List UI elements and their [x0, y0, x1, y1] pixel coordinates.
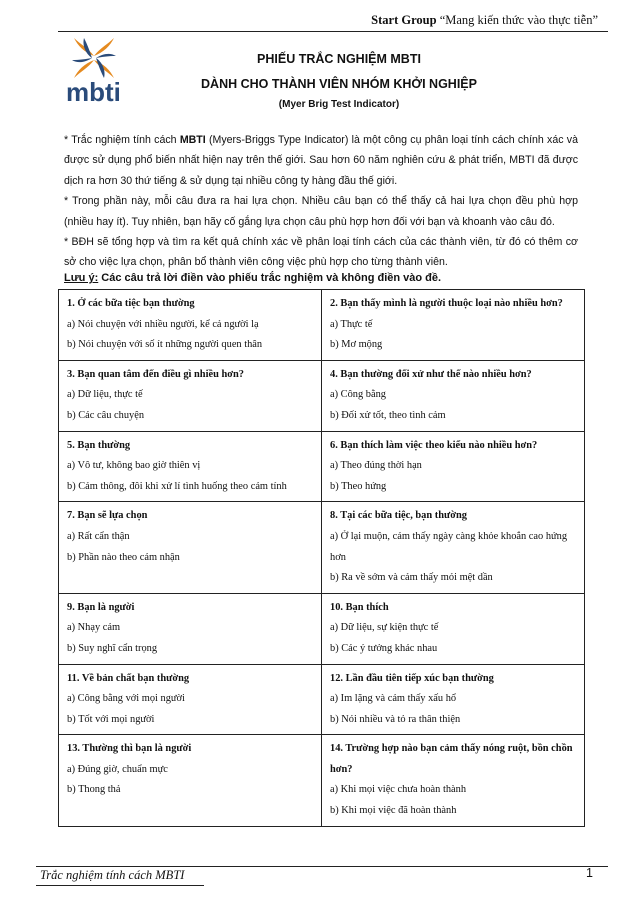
question-text: 12. Lần đầu tiên tiếp xúc bạn thường — [330, 672, 494, 684]
question-text: 6. Bạn thích làm việc theo kiểu nào nhiều hơn? — [330, 439, 538, 451]
option-a[interactable]: a) Dữ liệu, thực tế — [67, 389, 143, 401]
option-b[interactable]: b) Nói chuyện với số ít những người quen thân — [67, 339, 263, 351]
page-number: 1 — [586, 866, 593, 880]
question-cell — [59, 360, 322, 431]
question-cell — [322, 431, 585, 502]
question-cell — [322, 735, 585, 826]
intro-text — [64, 130, 578, 273]
question-row — [59, 290, 585, 361]
option-a[interactable]: a) Nhạy cảm — [67, 622, 121, 634]
option-b[interactable]: b) Thong thả — [67, 784, 121, 796]
note-label: Lưu ý: — [64, 272, 99, 284]
option-b[interactable]: b) Khi mọi việc đã hoàn thành — [330, 805, 457, 817]
question-text: 10. Bạn thích — [330, 601, 389, 613]
footer-underline — [36, 885, 204, 886]
option-b[interactable]: b) Các câu chuyện — [67, 409, 145, 421]
intro-p1-bold: MBTI — [179, 134, 206, 146]
option-b[interactable]: b) Suy nghĩ cẩn trọng — [67, 642, 158, 654]
question-row — [59, 360, 585, 431]
header-brand: Start Group — [371, 13, 437, 27]
question-cell — [59, 502, 322, 593]
doc-subtitle-note: (Myer Brig Test Indicator) — [278, 99, 400, 110]
question-text: 4. Bạn thường đối xử như thế nào nhiều hơn? — [330, 368, 532, 380]
option-a[interactable]: a) Công bằng — [330, 389, 386, 401]
question-row — [59, 502, 585, 593]
question-row — [59, 735, 585, 826]
option-b[interactable]: b) Mơ mộng — [330, 339, 383, 351]
question-row — [59, 664, 585, 735]
option-b[interactable]: b) Phần nào theo cảm nhận — [67, 551, 180, 563]
intro-paragraph-1 — [64, 130, 578, 191]
option-b[interactable]: b) Cảm thông, đôi khi xử lí tình huống theo cảm tính — [67, 480, 287, 492]
question-text: 2. Bạn thấy mình là người thuộc loại nào nhiều hơn? — [330, 298, 563, 309]
question-text: 13. Thường thì bạn là người — [67, 743, 192, 755]
question-text: 7. Bạn sẽ lựa chọn — [67, 510, 148, 522]
question-cell — [59, 290, 322, 361]
question-text: 9. Bạn là người — [67, 601, 135, 613]
header-rule — [58, 31, 608, 32]
question-cell — [59, 735, 322, 826]
option-a[interactable]: a) Thực tế — [330, 318, 373, 330]
option-b[interactable]: b) Tốt với mọi người — [67, 713, 155, 725]
doc-title: PHIẾU TRẮC NGHIỆM MBTI — [257, 52, 421, 66]
question-text: 8. Tại các bữa tiệc, bạn thường — [330, 510, 467, 522]
intro-paragraph-2: * Trong phần này, mỗi câu đưa ra hai lựa chọn. Nhiều câu bạn có thể thấy cả hai lựa chọn đều phù hợp (nhiều hay ít). Tuy nhiên, bạn hãy cố gắng lựa chọn câu phù hợp hơn đối với bạn và khoanh vào câu đó. — [64, 195, 578, 228]
option-a[interactable]: a) Ở lại muộn, cảm thấy ngày càng khỏe khoắn cao hứng hơn — [330, 530, 568, 563]
header-tagline — [371, 13, 598, 28]
question-text: 5. Bạn thường — [67, 439, 131, 451]
option-a[interactable]: a) Im lặng và cảm thấy xấu hổ — [330, 693, 457, 705]
option-a[interactable]: a) Dữ liệu, sự kiện thực tế — [330, 622, 439, 634]
question-cell — [59, 593, 322, 664]
doc-subtitle: DÀNH CHO THÀNH VIÊN NHÓM KHỞI NGHIỆP — [201, 77, 477, 91]
question-row — [59, 593, 585, 664]
option-a[interactable]: a) Khi mọi việc chưa hoàn thành — [330, 784, 467, 796]
option-a[interactable]: a) Nói chuyện với nhiều người, kể cả người lạ — [67, 318, 259, 330]
question-cell — [59, 664, 322, 735]
option-b[interactable]: b) Theo hứng — [330, 480, 387, 492]
header-slogan: “Mang kiến thức vào thực tiễn” — [439, 13, 598, 27]
question-cell — [59, 431, 322, 502]
question-cell — [322, 290, 585, 361]
question-text: 11. Về bản chất bạn thường — [67, 672, 190, 684]
option-a[interactable]: a) Công bằng với mọi người — [67, 693, 185, 705]
option-a[interactable]: a) Vô tư, không bao giờ thiên vị — [67, 460, 201, 472]
question-table — [58, 289, 585, 827]
intro-p1-prefix: * Trắc nghiệm tính cách — [64, 134, 180, 146]
option-a[interactable]: a) Đúng giờ, chuẩn mực — [67, 763, 168, 775]
question-cell — [322, 360, 585, 431]
footer-title: Trắc nghiệm tính cách MBTI — [40, 868, 185, 882]
note-text: Các câu trả lời điền vào phiếu trắc nghiệm và không điền vào đề. — [98, 272, 442, 284]
intro-paragraph-3: * BĐH sẽ tổng hợp và tìm ra kết quả chính xác về phân loại tính cách của các thành viên, từ đó có thêm cơ sở cho việc lựa chọn, phân bổ thành viên công việc phù hợp cho từng thành viên. — [64, 236, 578, 269]
question-cell — [322, 664, 585, 735]
option-a[interactable]: a) Rất cẩn thận — [67, 530, 130, 542]
note — [64, 272, 441, 284]
option-b[interactable]: b) Đối xử tốt, theo tình cảm — [330, 409, 446, 421]
option-b[interactable]: b) Ra về sớm và cảm thấy mỏi mệt dần — [330, 572, 493, 584]
footer-rule — [36, 866, 608, 867]
logo-wordmark: mbti — [66, 77, 121, 107]
intro-p1-rest: (Myers-Briggs Type Indicator) là một công cụ phân loại tính cách chính xác và được sử dụng phổ biến nhất hiện nay trên thế giới. Sau hơn 60 năm nghiên cứu & phát triển, MBTI đã được dịch ra hơn 30 thứ tiếng & sử dụng tại nhiều công ty hàng đầu thế giới. — [64, 134, 578, 187]
question-text: 14. Trường hợp nào bạn cảm thấy nóng ruột, bồn chồn hơn? — [330, 743, 573, 775]
option-b[interactable]: b) Các ý tưởng khác nhau — [330, 642, 438, 654]
question-row — [59, 431, 585, 502]
question-cell — [322, 593, 585, 664]
option-b[interactable]: b) Nói nhiều và tỏ ra thân thiện — [330, 713, 461, 725]
question-cell — [322, 502, 585, 593]
option-a[interactable]: a) Theo đúng thời hạn — [330, 460, 422, 472]
question-text: 3. Bạn quan tâm đến điều gì nhiều hơn? — [67, 368, 244, 380]
question-text: 1. Ở các bữa tiệc bạn thường — [67, 298, 195, 309]
